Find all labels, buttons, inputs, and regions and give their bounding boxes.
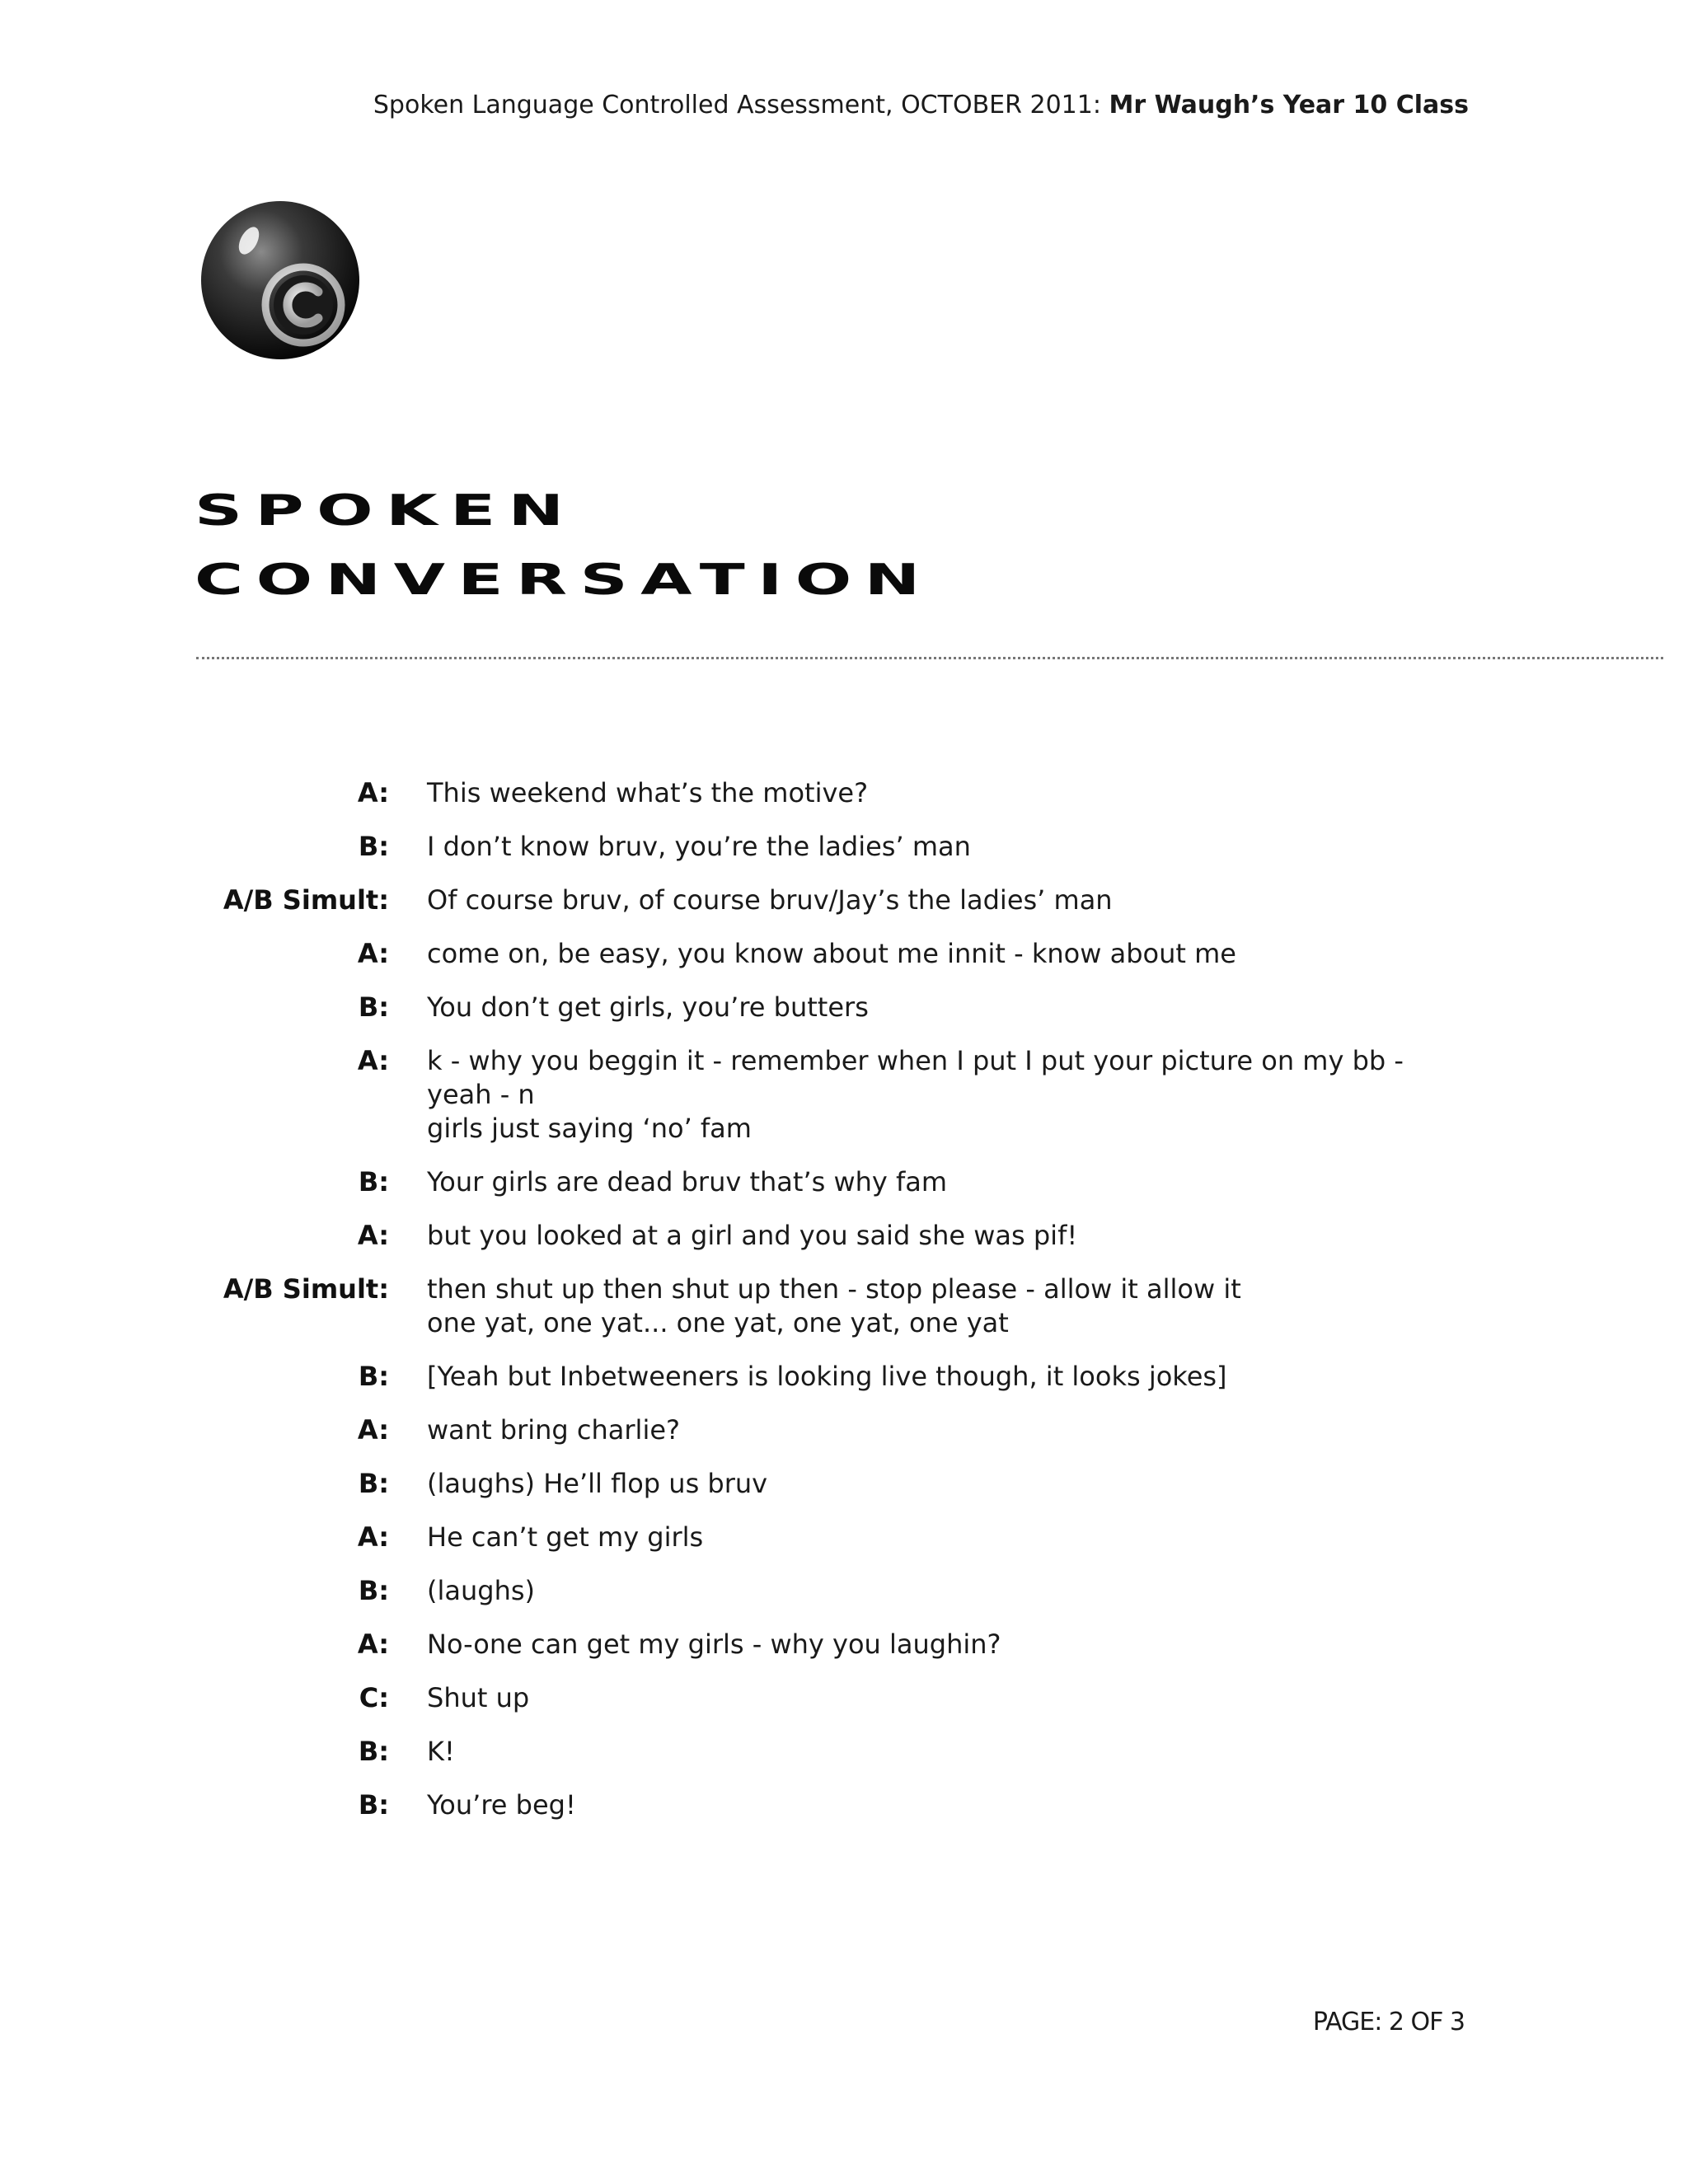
- header-class-name: Mr Waugh’s Year 10 Class: [1109, 91, 1469, 120]
- speaker-label: A:: [357, 1045, 389, 1076]
- speaker-label: A:: [357, 1629, 389, 1660]
- utterance-text: Your girls are dead bruv that’s why fam: [427, 1166, 948, 1197]
- utterance-text: He can’t get my girls: [427, 1521, 704, 1553]
- transcript-line: [0, 1467, 1688, 1501]
- transcript-line: [0, 1788, 1688, 1822]
- speaker-label: C:: [359, 1682, 389, 1713]
- utterance-text: but you looked at a girl and you said she was pif!: [427, 1220, 1078, 1251]
- utterance-text: (laughs) He’ll flop us bruv: [427, 1468, 768, 1499]
- speaker-label: A/B Simult:: [223, 884, 389, 916]
- transcript-line: [0, 937, 1688, 971]
- transcript-line: [0, 776, 1688, 810]
- transcript-line: [0, 1574, 1688, 1608]
- page-header: [373, 91, 1469, 120]
- speaker-label: B:: [358, 1789, 389, 1821]
- dotted-divider: [196, 657, 1663, 659]
- utterance-text: Shut up: [427, 1682, 530, 1713]
- document-title: [195, 470, 933, 608]
- transcript-line: [0, 1681, 1688, 1715]
- speaker-label: B:: [358, 831, 389, 862]
- transcript-line: [0, 1044, 1688, 1146]
- title-line-2: conversation: [195, 538, 933, 609]
- speaker-label: B:: [358, 1575, 389, 1606]
- speaker-label: A:: [357, 1220, 389, 1251]
- transcript-line: [0, 830, 1688, 864]
- utterance-text: then shut up then shut up then - stop please - allow it allow it one yat, one yat... one yat, one yat, one yat: [427, 1273, 1241, 1338]
- transcript-line: [0, 883, 1688, 917]
- transcript-line: [0, 1628, 1688, 1661]
- speaker-label: B:: [358, 991, 389, 1023]
- transcript-line: [0, 1413, 1688, 1447]
- speaker-label: B:: [358, 1468, 389, 1499]
- transcript-line: [0, 1165, 1688, 1199]
- utterance-text: come on, be easy, you know about me innit - know about me: [427, 938, 1236, 969]
- speaker-label: A:: [357, 777, 389, 808]
- utterance-text: [Yeah but Inbetweeners is looking live though, it looks jokes]: [427, 1361, 1227, 1392]
- utterance-text: You don’t get girls, you’re butters: [427, 991, 869, 1023]
- utterance-text: (laughs): [427, 1575, 536, 1606]
- title-line-1: spoken: [195, 469, 577, 540]
- page-number: PAGE: 2 OF 3: [1312, 2008, 1465, 2036]
- speaker-label: B:: [358, 1361, 389, 1392]
- utterance-text: This weekend what’s the motive?: [427, 777, 869, 808]
- utterance-text: Of course bruv, of course bruv/Jay’s the ladies’ man: [427, 884, 1113, 916]
- transcript-line: [0, 1219, 1688, 1253]
- speaker-label: B:: [358, 1736, 389, 1767]
- speaker-label: A:: [357, 938, 389, 969]
- transcript-line: [0, 1735, 1688, 1769]
- speaker-label: A:: [357, 1521, 389, 1553]
- utterance-text: K!: [427, 1736, 455, 1767]
- speaker-label: B:: [358, 1166, 389, 1197]
- utterance-text: k - why you beggin it - remember when I put I put your picture on my bb - yeah - n girls just saying ‘no’ fam: [427, 1045, 1404, 1144]
- utterance-text: No-one can get my girls - why you laughin?: [427, 1629, 1001, 1660]
- utterance-text: You’re beg!: [427, 1789, 576, 1821]
- speaker-label: A:: [357, 1414, 389, 1446]
- transcript-line: [0, 1360, 1688, 1394]
- transcript: [0, 776, 1688, 1842]
- header-prefix: Spoken Language Controlled Assessment, OCTOBER 2011:: [373, 91, 1101, 120]
- copyright-ball-icon: [198, 198, 363, 363]
- utterance-text: I don’t know bruv, you’re the ladies’ man: [427, 831, 971, 862]
- transcript-line: [0, 1272, 1688, 1340]
- transcript-line: [0, 1521, 1688, 1554]
- speaker-label: A/B Simult:: [223, 1273, 389, 1305]
- utterance-text: want bring charlie?: [427, 1414, 680, 1446]
- transcript-line: [0, 991, 1688, 1024]
